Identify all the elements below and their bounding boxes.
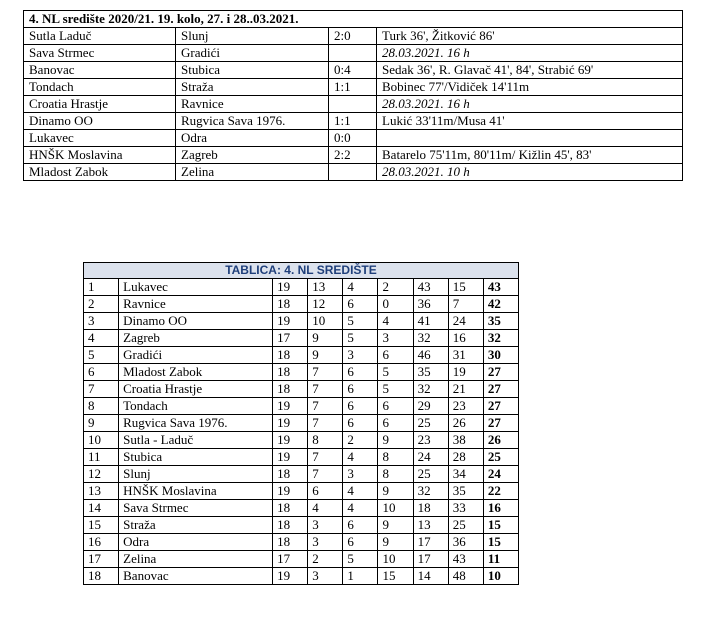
away-team: Rugvica Sava 1976. [176, 113, 329, 130]
position: 4 [84, 330, 119, 347]
home-team: Lukavec [24, 130, 176, 147]
goals-for: 32 [413, 330, 448, 347]
goals-against: 23 [448, 398, 483, 415]
points: 27 [483, 398, 518, 415]
goals-against: 24 [448, 313, 483, 330]
losses: 10 [378, 551, 413, 568]
match-row [24, 130, 683, 147]
wins: 7 [308, 381, 343, 398]
points: 10 [483, 568, 518, 585]
goals-against: 21 [448, 381, 483, 398]
away-team: Zagreb [176, 147, 329, 164]
standings-row [84, 313, 519, 330]
home-team: Sutla Laduč [24, 28, 176, 45]
wins: 3 [308, 568, 343, 585]
goals-against: 25 [448, 517, 483, 534]
match-row [24, 113, 683, 130]
losses: 8 [378, 449, 413, 466]
wins: 4 [308, 500, 343, 517]
results-title: 4. NL središte 2020/21. 19. kolo, 27. i 28..03.2021. [24, 11, 683, 28]
draws: 6 [343, 517, 378, 534]
losses: 0 [378, 296, 413, 313]
home-team: HNŠK Moslavina [24, 147, 176, 164]
standings-row [84, 517, 519, 534]
standings-row [84, 296, 519, 313]
draws: 6 [343, 398, 378, 415]
wins: 3 [308, 517, 343, 534]
losses: 10 [378, 500, 413, 517]
losses: 5 [378, 381, 413, 398]
points: 43 [483, 279, 518, 296]
match-row [24, 147, 683, 164]
match-date: 28.03.2021. 10 h [377, 164, 683, 181]
played: 17 [273, 330, 308, 347]
points: 25 [483, 449, 518, 466]
losses: 3 [378, 330, 413, 347]
position: 17 [84, 551, 119, 568]
goals-against: 38 [448, 432, 483, 449]
wins: 9 [308, 347, 343, 364]
away-team: Slunj [176, 28, 329, 45]
standings-row [84, 381, 519, 398]
goals-for: 13 [413, 517, 448, 534]
draws: 6 [343, 534, 378, 551]
match-score: 1:1 [329, 113, 377, 130]
standings-row [84, 483, 519, 500]
losses: 9 [378, 534, 413, 551]
points: 30 [483, 347, 518, 364]
goals-for: 25 [413, 415, 448, 432]
played: 18 [273, 296, 308, 313]
losses: 9 [378, 432, 413, 449]
standings-row [84, 398, 519, 415]
wins: 12 [308, 296, 343, 313]
standings-row [84, 364, 519, 381]
points: 11 [483, 551, 518, 568]
wins: 7 [308, 449, 343, 466]
match-score: 1:1 [329, 79, 377, 96]
losses: 6 [378, 347, 413, 364]
goal-scorers: Turk 36', Žitković 86' [377, 28, 683, 45]
home-team: Croatia Hrastje [24, 96, 176, 113]
team-name: Stubica [119, 449, 273, 466]
team-name: HNŠK Moslavina [119, 483, 273, 500]
away-team: Odra [176, 130, 329, 147]
draws: 5 [343, 313, 378, 330]
match-score: 2:2 [329, 147, 377, 164]
goals-against: 33 [448, 500, 483, 517]
losses: 8 [378, 466, 413, 483]
losses: 4 [378, 313, 413, 330]
match-score [329, 45, 377, 62]
wins: 9 [308, 330, 343, 347]
standings-row [84, 534, 519, 551]
losses: 6 [378, 415, 413, 432]
goals-for: 25 [413, 466, 448, 483]
draws: 4 [343, 483, 378, 500]
losses: 9 [378, 483, 413, 500]
team-name: Sava Strmec [119, 500, 273, 517]
draws: 2 [343, 432, 378, 449]
goal-scorers [377, 130, 683, 147]
team-name: Tondach [119, 398, 273, 415]
wins: 6 [308, 483, 343, 500]
match-row [24, 79, 683, 96]
goals-for: 32 [413, 483, 448, 500]
wins: 8 [308, 432, 343, 449]
home-team: Tondach [24, 79, 176, 96]
goals-for: 17 [413, 551, 448, 568]
team-name: Straža [119, 517, 273, 534]
match-score [329, 96, 377, 113]
played: 19 [273, 483, 308, 500]
standings-table [83, 262, 519, 585]
team-name: Rugvica Sava 1976. [119, 415, 273, 432]
match-row [24, 164, 683, 181]
match-date: 28.03.2021. 16 h [377, 45, 683, 62]
match-score [329, 164, 377, 181]
team-name: Ravnice [119, 296, 273, 313]
team-name: Zelina [119, 551, 273, 568]
goals-against: 7 [448, 296, 483, 313]
away-team: Zelina [176, 164, 329, 181]
goals-for: 14 [413, 568, 448, 585]
position: 11 [84, 449, 119, 466]
position: 15 [84, 517, 119, 534]
team-name: Croatia Hrastje [119, 381, 273, 398]
match-score: 0:0 [329, 130, 377, 147]
wins: 7 [308, 415, 343, 432]
played: 19 [273, 568, 308, 585]
home-team: Banovac [24, 62, 176, 79]
goals-against: 28 [448, 449, 483, 466]
points: 22 [483, 483, 518, 500]
goals-against: 34 [448, 466, 483, 483]
standings-row [84, 415, 519, 432]
position: 5 [84, 347, 119, 364]
points: 42 [483, 296, 518, 313]
played: 19 [273, 449, 308, 466]
goals-against: 35 [448, 483, 483, 500]
played: 19 [273, 398, 308, 415]
points: 26 [483, 432, 518, 449]
results-title-row [24, 11, 683, 28]
home-team: Mladost Zabok [24, 164, 176, 181]
goals-for: 43 [413, 279, 448, 296]
position: 16 [84, 534, 119, 551]
standings-row [84, 500, 519, 517]
points: 27 [483, 364, 518, 381]
results-table [23, 10, 683, 181]
standings-row [84, 551, 519, 568]
match-row [24, 62, 683, 79]
goals-against: 43 [448, 551, 483, 568]
team-name: Dinamo OO [119, 313, 273, 330]
losses: 5 [378, 364, 413, 381]
position: 8 [84, 398, 119, 415]
losses: 6 [378, 398, 413, 415]
draws: 5 [343, 551, 378, 568]
position: 13 [84, 483, 119, 500]
position: 7 [84, 381, 119, 398]
goals-for: 18 [413, 500, 448, 517]
goal-scorers: Lukić 33'11m/Musa 41' [377, 113, 683, 130]
draws: 3 [343, 466, 378, 483]
played: 18 [273, 347, 308, 364]
losses: 15 [378, 568, 413, 585]
played: 18 [273, 364, 308, 381]
goals-for: 46 [413, 347, 448, 364]
wins: 7 [308, 364, 343, 381]
standings-row [84, 432, 519, 449]
team-name: Slunj [119, 466, 273, 483]
home-team: Sava Strmec [24, 45, 176, 62]
goals-for: 36 [413, 296, 448, 313]
draws: 1 [343, 568, 378, 585]
away-team: Straža [176, 79, 329, 96]
points: 24 [483, 466, 518, 483]
draws: 4 [343, 279, 378, 296]
losses: 2 [378, 279, 413, 296]
standings-row [84, 449, 519, 466]
team-name: Zagreb [119, 330, 273, 347]
goals-for: 23 [413, 432, 448, 449]
team-name: Sutla - Laduč [119, 432, 273, 449]
standings-header-row [84, 263, 519, 279]
team-name: Banovac [119, 568, 273, 585]
played: 18 [273, 466, 308, 483]
draws: 6 [343, 364, 378, 381]
standings-row [84, 466, 519, 483]
draws: 6 [343, 415, 378, 432]
wins: 7 [308, 398, 343, 415]
draws: 4 [343, 449, 378, 466]
standings-title: TABLICA: 4. NL SREDIŠTE [84, 263, 519, 279]
position: 1 [84, 279, 119, 296]
match-row [24, 96, 683, 113]
goal-scorers: Batarelo 75'11m, 80'11m/ Kižlin 45', 83' [377, 147, 683, 164]
draws: 6 [343, 296, 378, 313]
played: 19 [273, 415, 308, 432]
position: 6 [84, 364, 119, 381]
standings-row [84, 279, 519, 296]
goals-against: 31 [448, 347, 483, 364]
match-score: 0:4 [329, 62, 377, 79]
points: 16 [483, 500, 518, 517]
points: 15 [483, 534, 518, 551]
points: 27 [483, 415, 518, 432]
position: 14 [84, 500, 119, 517]
points: 32 [483, 330, 518, 347]
match-score: 2:0 [329, 28, 377, 45]
played: 19 [273, 432, 308, 449]
goals-for: 29 [413, 398, 448, 415]
points: 15 [483, 517, 518, 534]
away-team: Gradići [176, 45, 329, 62]
goals-against: 15 [448, 279, 483, 296]
wins: 10 [308, 313, 343, 330]
goals-against: 36 [448, 534, 483, 551]
standings-row [84, 568, 519, 585]
position: 18 [84, 568, 119, 585]
draws: 6 [343, 381, 378, 398]
standings-row [84, 347, 519, 364]
goals-for: 32 [413, 381, 448, 398]
played: 19 [273, 279, 308, 296]
position: 3 [84, 313, 119, 330]
goals-against: 16 [448, 330, 483, 347]
home-team: Dinamo OO [24, 113, 176, 130]
position: 2 [84, 296, 119, 313]
played: 19 [273, 313, 308, 330]
played: 17 [273, 551, 308, 568]
away-team: Ravnice [176, 96, 329, 113]
goals-for: 24 [413, 449, 448, 466]
draws: 5 [343, 330, 378, 347]
wins: 2 [308, 551, 343, 568]
played: 18 [273, 381, 308, 398]
wins: 7 [308, 466, 343, 483]
team-name: Lukavec [119, 279, 273, 296]
goal-scorers: Sedak 36', R. Glavač 41', 84', Strabić 69' [377, 62, 683, 79]
losses: 9 [378, 517, 413, 534]
points: 35 [483, 313, 518, 330]
played: 18 [273, 500, 308, 517]
draws: 4 [343, 500, 378, 517]
goal-scorers: Bobinec 77'/Vidiček 14'11m [377, 79, 683, 96]
position: 12 [84, 466, 119, 483]
goals-for: 41 [413, 313, 448, 330]
draws: 3 [343, 347, 378, 364]
match-row [24, 45, 683, 62]
goals-against: 19 [448, 364, 483, 381]
wins: 3 [308, 534, 343, 551]
wins: 13 [308, 279, 343, 296]
goals-for: 17 [413, 534, 448, 551]
position: 9 [84, 415, 119, 432]
team-name: Odra [119, 534, 273, 551]
match-date: 28.03.2021. 16 h [377, 96, 683, 113]
played: 18 [273, 534, 308, 551]
played: 18 [273, 517, 308, 534]
goals-against: 26 [448, 415, 483, 432]
goals-against: 48 [448, 568, 483, 585]
team-name: Gradići [119, 347, 273, 364]
position: 10 [84, 432, 119, 449]
goals-for: 35 [413, 364, 448, 381]
match-row [24, 28, 683, 45]
team-name: Mladost Zabok [119, 364, 273, 381]
points: 27 [483, 381, 518, 398]
standings-row [84, 330, 519, 347]
away-team: Stubica [176, 62, 329, 79]
